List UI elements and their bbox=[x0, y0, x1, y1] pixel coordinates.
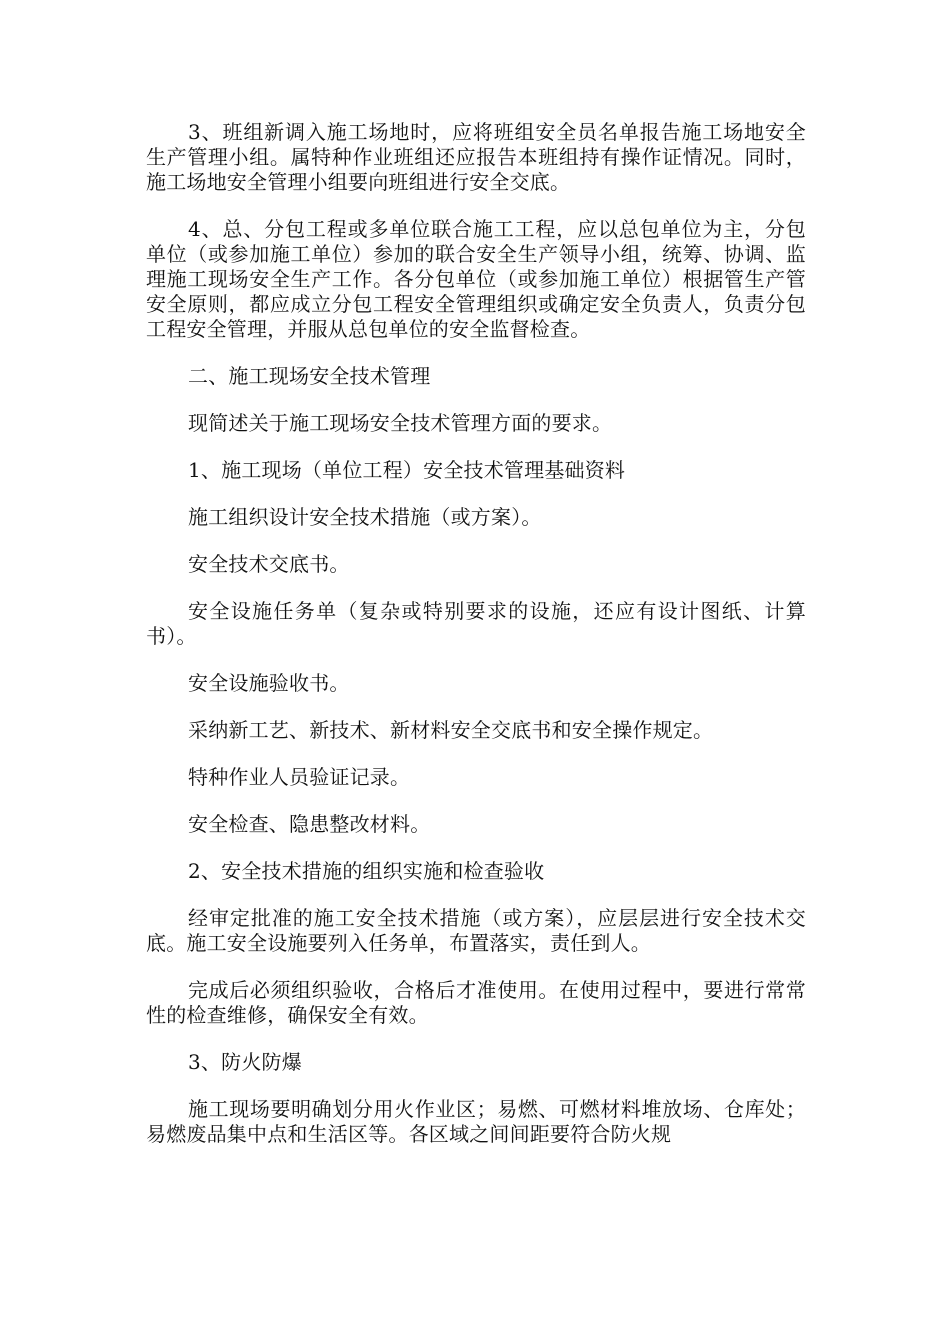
subheading-basic-materials: 1、施工现场（单位工程）安全技术管理基础资料 bbox=[188, 458, 626, 482]
paragraph-approved-measures: 经审定批准的施工安全技术措施（或方案），应层层进行安全技术交底。施工安全设施要列入任务单，布置落实，责任到人。 bbox=[146, 906, 806, 955]
list-item: 采纳新工艺、新技术、新材料安全交底书和安全操作规定。 bbox=[188, 718, 714, 742]
list-item: 特种作业人员验证记录。 bbox=[188, 765, 411, 789]
list-item: 安全设施验收书。 bbox=[188, 671, 350, 695]
paragraph-team-entry: 3、班组新调入施工场地时，应将班组安全员名单报告施工场地安全生产管理小组。属特种作业班组还应报告本班组持有操作证情况。同时，施工场地安全管理小组要向班组进行安全交底。 bbox=[146, 120, 806, 194]
paragraph-general-contractor: 4、总、分包工程或多单位联合施工工程，应以总包单位为主，分包单位（或参加施工单位）参加的联合安全生产领导小组，统筹、协调、监理施工现场安全生产工作。各分包单位（或参加施工单位）根据管生产管安全原则，都应成立分包工程安全管理组织或确定安全负责人，负责分包工程安全管理，并服从总包单位的安全监督检查。 bbox=[146, 217, 806, 341]
section-heading-safety-tech: 二、施工现场安全技术管理 bbox=[188, 364, 431, 388]
document-body bbox=[146, 120, 806, 1169]
paragraph-fire-zones: 施工现场要明确划分用火作业区；易燃、可燃材料堆放场、仓库处；易燃废品集中点和生活区等。各区域之间间距要符合防火规 bbox=[146, 1097, 806, 1146]
paragraph-acceptance: 完成后必须组织验收，合格后才准使用。在使用过程中，要进行常常性的检查维修，确保安全有效。 bbox=[146, 978, 806, 1027]
list-item: 安全检查、隐患整改材料。 bbox=[188, 812, 431, 836]
paragraph-intro: 现简述关于施工现场安全技术管理方面的要求。 bbox=[188, 411, 613, 435]
subheading-fire-prevention: 3、防火防爆 bbox=[188, 1050, 302, 1074]
list-item: 施工组织设计安全技术措施（或方案）。 bbox=[188, 505, 542, 529]
list-item: 安全设施任务单（复杂或特别要求的设施，还应有设计图纸、计算书）。 bbox=[146, 599, 806, 648]
list-item: 安全技术交底书。 bbox=[188, 552, 350, 576]
subheading-implementation: 2、安全技术措施的组织实施和检查验收 bbox=[188, 859, 545, 883]
